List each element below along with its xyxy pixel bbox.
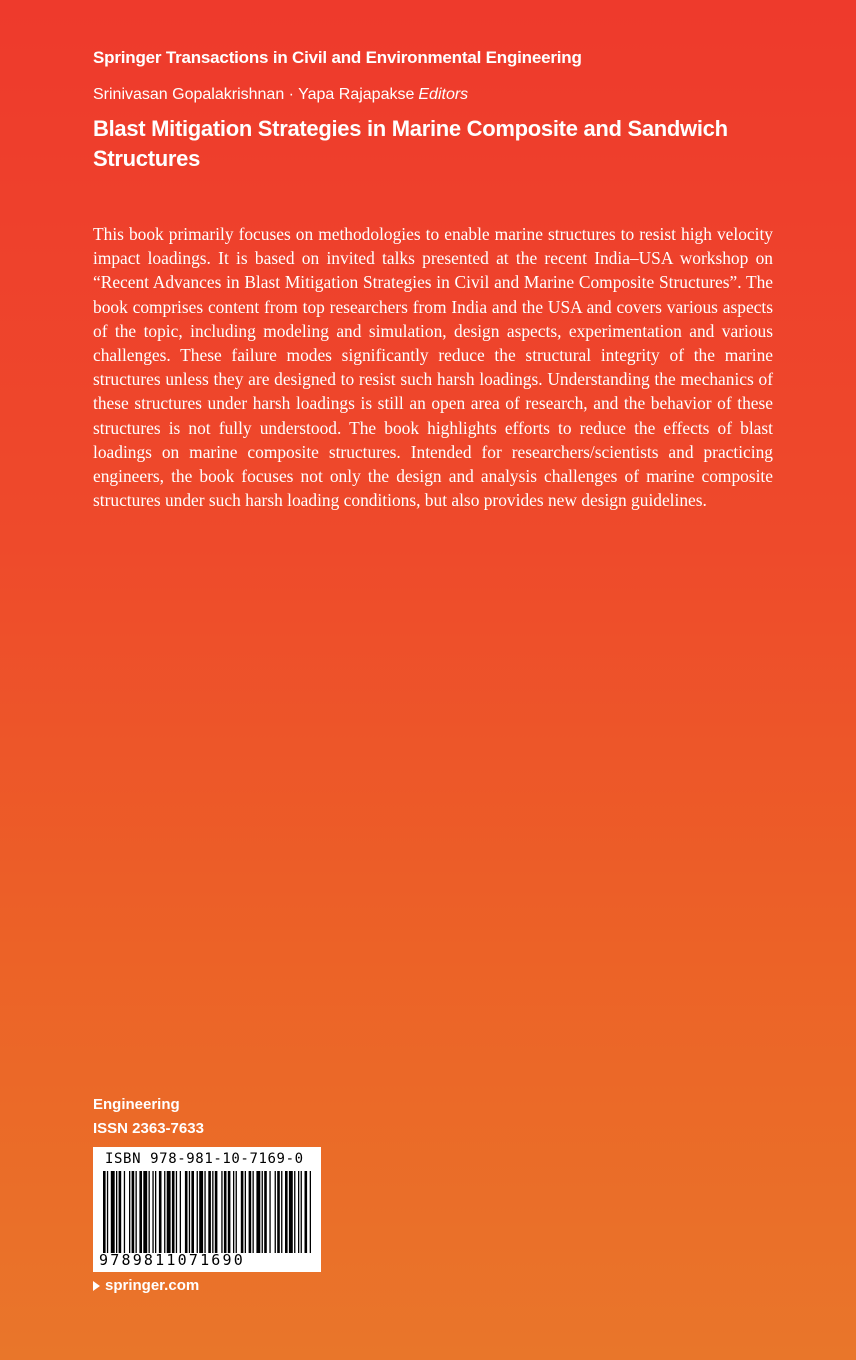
- barcode-bar: [197, 1171, 198, 1253]
- barcode-bar: [281, 1171, 282, 1253]
- barcode-bar: [143, 1171, 147, 1253]
- barcode-bar: [189, 1171, 190, 1253]
- book-title: Blast Mitigation Strategies in Marine Composite and Sandwich Structures: [93, 116, 728, 171]
- series-name: Springer Transactions in Civil and Environmental Engineering: [93, 48, 582, 67]
- barcode-bar: [180, 1171, 181, 1253]
- publisher-label: springer.com: [105, 1277, 200, 1294]
- barcode-bar: [245, 1171, 246, 1253]
- barcode-bar: [289, 1171, 293, 1253]
- barcode-bar: [310, 1171, 311, 1253]
- barcode-bar: [212, 1171, 213, 1253]
- barcode-bar: [262, 1171, 263, 1253]
- barcode-bar: [116, 1171, 117, 1253]
- barcode-bar: [253, 1171, 254, 1253]
- book-description: This book primarily focuses on methodologies to enable marine structures to resist high velocity impact loadings. It is based on invited talks presented at the recent India–USA workshop on “Recent Advances in Blast Mitigation Strategies in Civil and Marine Composite Structures”. The book comprises content from top researchers from India and the USA and covers various aspects of the topic, including modeling and simulation, design aspects, experimentation and various challenges. These failure modes significantly reduce the structural integrity of the marine structures unless they are designed to resist such harsh loadings. Understanding the mechanics of these structures under harsh loadings is still an open area of research, and the behavior of these structures is not fully understood. The book highlights efforts to reduce the effects of blast loadings on marine composite structures. Intended for researchers/scientists and practicing engineers, the book focuses not only the design and analysis challenges of marine composite structures under such harsh loading conditions, but also provides new design guidelines.: [93, 224, 773, 511]
- barcode-bar: [256, 1171, 260, 1253]
- issn-label: ISSN 2363-7633: [93, 1120, 204, 1137]
- barcode-bar: [305, 1171, 308, 1253]
- barcode-bar: [185, 1171, 188, 1253]
- barcode-bar: [275, 1171, 276, 1253]
- barcode-bar: [294, 1171, 295, 1253]
- barcode-bar: [191, 1171, 194, 1253]
- barcode-bar: [204, 1171, 205, 1253]
- isbn-label: ISBN 978-981-10-7169-0: [105, 1151, 304, 1167]
- barcode-bar: [298, 1171, 299, 1253]
- barcode-icon: [103, 1171, 311, 1253]
- barcode-bar: [221, 1171, 222, 1253]
- barcode-box: [93, 1147, 321, 1272]
- barcode-bar: [172, 1171, 175, 1253]
- barcode-bar: [159, 1171, 162, 1253]
- barcode-bar: [155, 1171, 156, 1253]
- barcode-bar: [132, 1171, 135, 1253]
- editors-role: Editors: [418, 86, 469, 103]
- barcode-bar: [136, 1171, 137, 1253]
- barcode-bar: [215, 1171, 218, 1253]
- barcode-bar: [129, 1171, 130, 1253]
- barcode-bar: [139, 1171, 142, 1253]
- barcode-bar: [301, 1171, 302, 1253]
- barcode-bar: [107, 1171, 108, 1253]
- barcode-bar: [228, 1171, 231, 1253]
- barcode-bar: [233, 1171, 234, 1253]
- barcode-bar: [119, 1171, 122, 1253]
- editors-line: [93, 86, 468, 104]
- barcode-bar: [103, 1171, 106, 1253]
- barcode-bar: [199, 1171, 203, 1253]
- subject-label: Engineering: [93, 1096, 180, 1113]
- barcode-bar: [124, 1171, 125, 1253]
- barcode-bar: [224, 1171, 227, 1253]
- barcode-bar: [176, 1171, 177, 1253]
- barcode-bar: [236, 1171, 237, 1253]
- barcode-digits: 9789811071690: [99, 1251, 245, 1269]
- barcode-bar: [152, 1171, 153, 1253]
- arrow-right-icon: [93, 1281, 100, 1291]
- barcode-bar: [277, 1171, 280, 1253]
- barcode-bar: [149, 1171, 150, 1253]
- barcode-bar: [167, 1171, 171, 1253]
- barcode-bar: [249, 1171, 252, 1253]
- barcode-bar: [264, 1171, 267, 1253]
- publisher-link[interactable]: [93, 1277, 199, 1294]
- barcode-bar: [241, 1171, 244, 1253]
- barcode-bar: [111, 1171, 115, 1253]
- barcode-bar: [269, 1171, 270, 1253]
- barcode-bar: [208, 1171, 211, 1253]
- barcode-bar: [285, 1171, 288, 1253]
- editor-names: Srinivasan Gopalakrishnan · Yapa Rajapakse: [93, 86, 415, 103]
- barcode-bar: [164, 1171, 165, 1253]
